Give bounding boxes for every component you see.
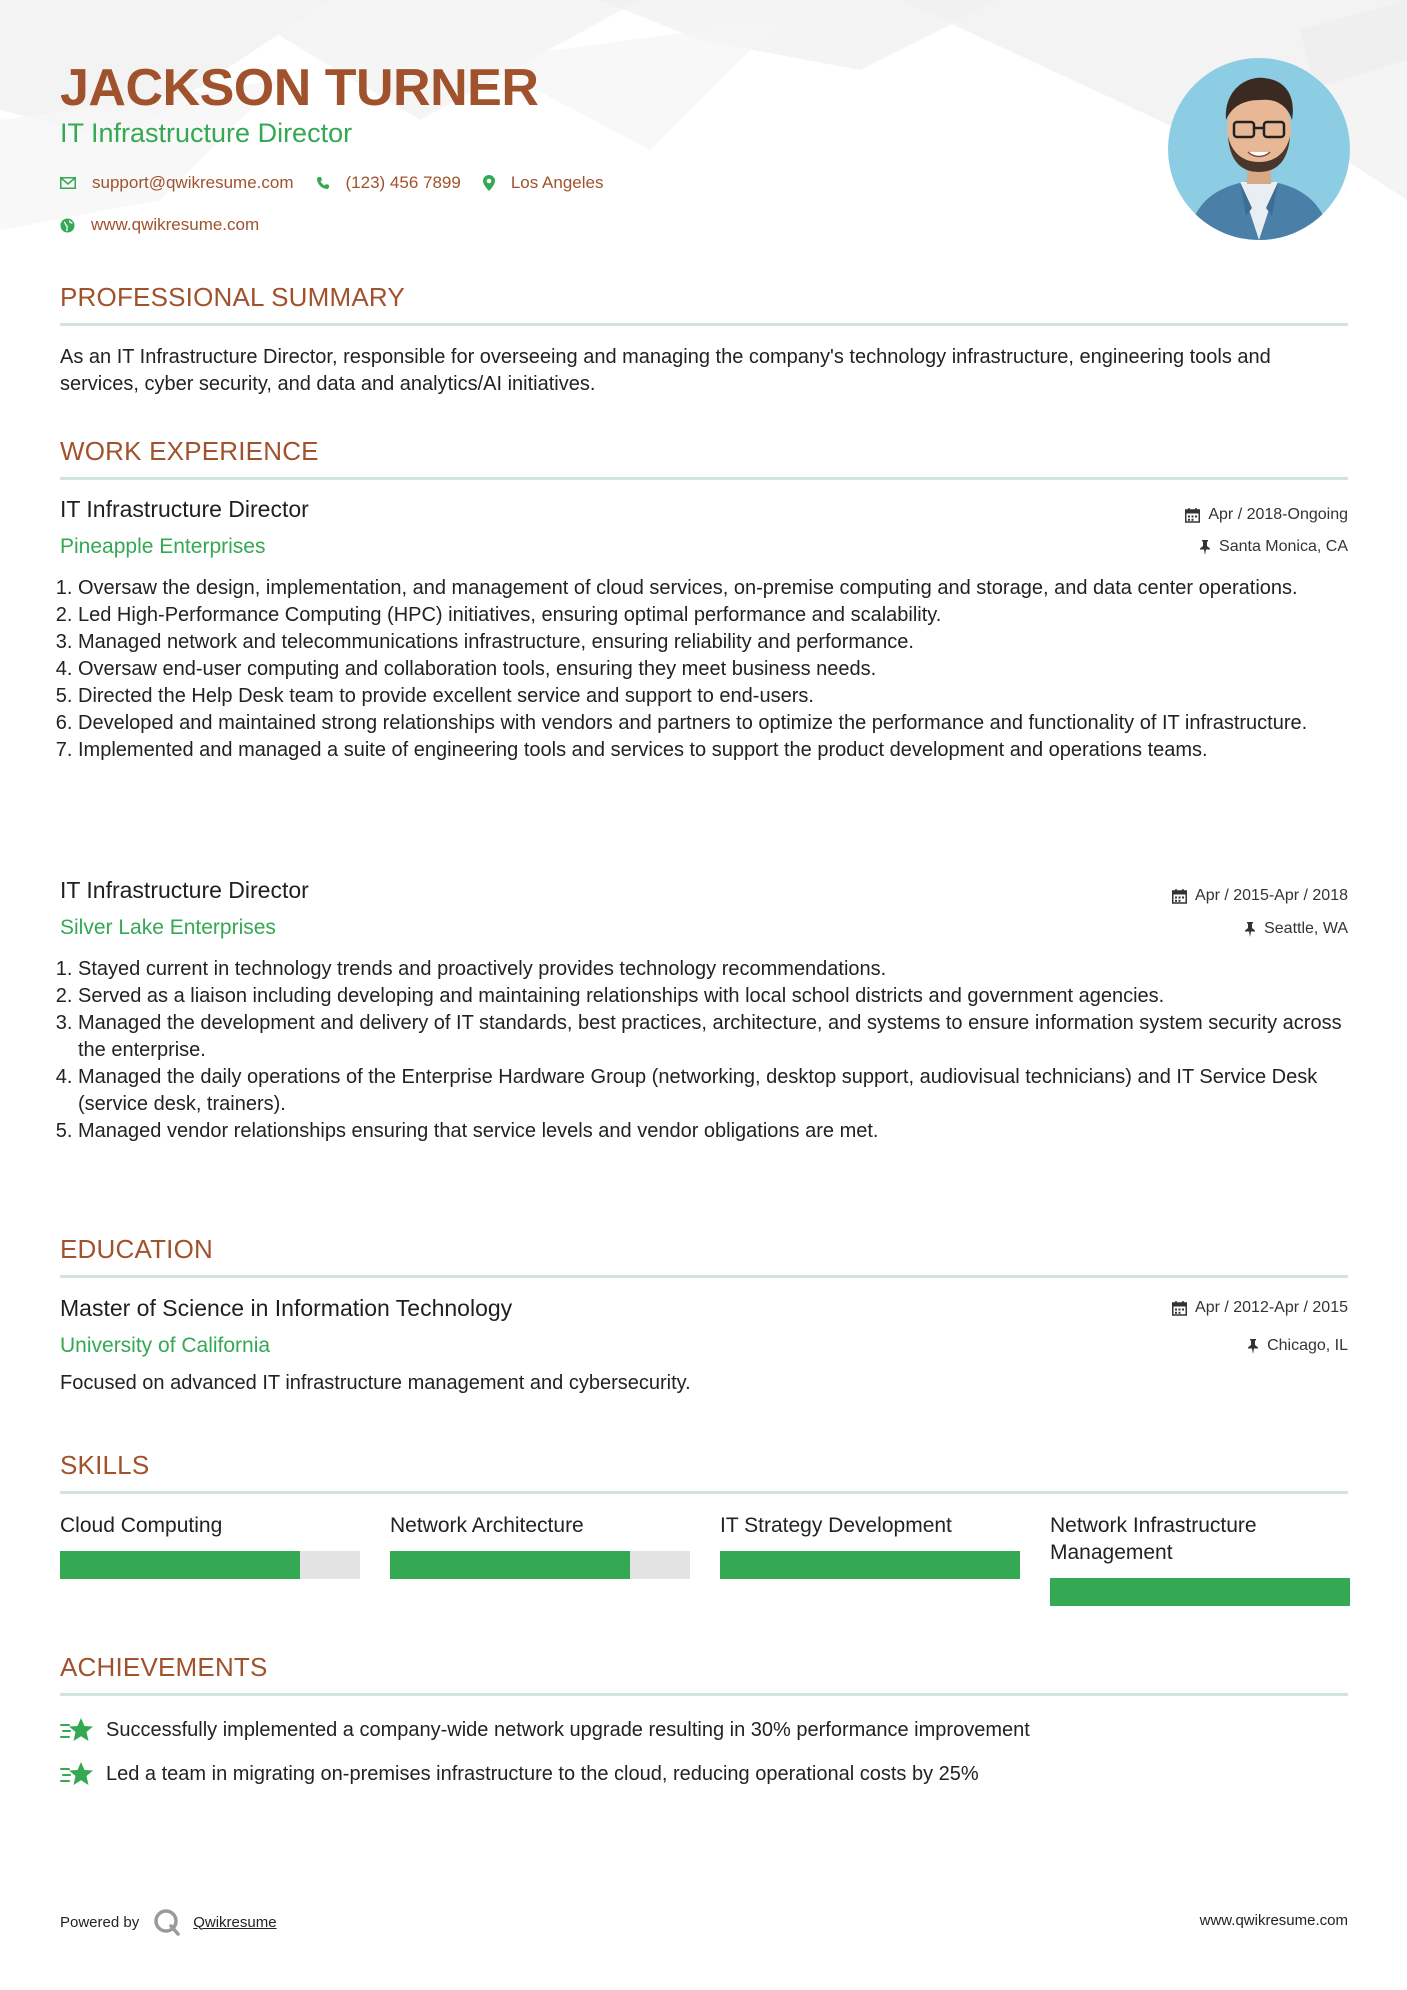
skill-bar-fill: [60, 1551, 300, 1579]
education-date: [1172, 1299, 1348, 1317]
pushpin-icon: [1244, 922, 1256, 937]
job-date: [1172, 887, 1348, 905]
email-text: support@qwikresume.com: [92, 173, 294, 192]
job-date: [1185, 506, 1348, 524]
candidate-role: IT Infrastructure Director: [60, 118, 353, 148]
work-section: [60, 436, 1348, 480]
skill-item: [60, 1512, 360, 1606]
list-item: [60, 1760, 1348, 1788]
list-item: 5. Directed the Help Desk team to provide excellent service and support to end-users.: [78, 683, 1348, 710]
job-entry: [60, 877, 1348, 1145]
calendar-icon: [1172, 1301, 1187, 1316]
footer-website[interactable]: www.qwikresume.com: [1199, 1912, 1348, 1929]
achievement-text: Led a team in migrating on-premises infrastructure to the cloud, reducing operational costs by 25%: [106, 1762, 979, 1785]
job-location: [1244, 920, 1348, 938]
job-entry: [60, 496, 1348, 764]
phone-text: (123) 456 7899: [345, 173, 461, 192]
job-title: IT Infrastructure Director: [60, 496, 309, 522]
candidate-name: JACKSON TURNER: [60, 59, 539, 117]
qwikresume-logo-icon: [153, 1908, 181, 1936]
skill-item: [720, 1512, 1020, 1606]
profile-photo: [1168, 58, 1350, 240]
star-badge-icon: [60, 1716, 94, 1744]
list-item: 3. Managed the development and delivery of IT standards, best practices, architecture, and systems to ensure information system security across the enterprise.: [78, 1010, 1348, 1064]
education-location: [1247, 1337, 1348, 1355]
contact-website[interactable]: [60, 215, 259, 235]
section-divider: [60, 323, 1348, 326]
list-item: 1. Stayed current in technology trends and proactively provides technology recommendations.: [78, 956, 1348, 983]
skill-name: Network Infrastructure Management: [1050, 1514, 1257, 1564]
degree-title: Master of Science in Information Technology: [60, 1295, 513, 1321]
skill-bar: [60, 1551, 360, 1579]
list-item: [60, 1716, 1348, 1744]
qwikresume-link[interactable]: Qwikresume: [193, 1913, 277, 1931]
powered-by: [60, 1908, 277, 1936]
job-date-text: Apr / 2018-Ongoing: [1208, 506, 1348, 523]
achievements-title: ACHIEVEMENTS: [60, 1652, 268, 1682]
summary-title: PROFESSIONAL SUMMARY: [60, 282, 405, 312]
list-item: 2. Led High-Performance Computing (HPC) initiatives, ensuring optimal performance and scalability.: [78, 602, 1348, 629]
section-divider: [60, 1491, 1348, 1494]
list-item: 4. Managed the daily operations of the Enterprise Hardware Group (networking, desktop support, audiovisual technicians) and IT Service Desk (service desk, trainers).: [78, 1064, 1348, 1118]
calendar-icon: [1172, 889, 1187, 904]
globe-icon: [60, 218, 75, 233]
education-location-text: Chicago, IL: [1267, 1337, 1348, 1354]
list-item: 2. Served as a liaison including developing and maintaining relationships with local school districts and government agencies.: [78, 983, 1348, 1010]
skill-name: IT Strategy Development: [720, 1514, 952, 1537]
job-duties-list: [60, 956, 1348, 1145]
footer: [60, 1900, 1348, 1940]
job-date-text: Apr / 2015-Apr / 2018: [1195, 887, 1348, 904]
contact-email[interactable]: [60, 173, 294, 193]
achievements-list: [60, 1716, 1348, 1788]
achievement-text: Successfully implemented a company-wide network upgrade resulting in 30% performance improvement: [106, 1718, 1030, 1741]
work-title: WORK EXPERIENCE: [60, 436, 319, 466]
skill-name: Network Architecture: [390, 1514, 584, 1537]
pushpin-icon: [1199, 540, 1211, 555]
website-text: www.qwikresume.com: [91, 215, 260, 234]
job-title: IT Infrastructure Director: [60, 877, 309, 903]
summary-section: [60, 282, 1348, 398]
education-entry: [60, 1295, 1348, 1397]
job-location: [1199, 538, 1348, 556]
job-location-text: Seattle, WA: [1264, 920, 1348, 937]
list-item: 5. Managed vendor relationships ensuring that service levels and vendor obligations are met.: [78, 1118, 1348, 1145]
skill-bar-fill: [1050, 1578, 1350, 1606]
phone-icon: [316, 176, 330, 190]
achievements-section: [60, 1652, 1348, 1788]
job-company: Silver Lake Enterprises: [60, 916, 276, 939]
pushpin-icon: [1247, 1339, 1259, 1354]
list-item: 6. Developed and maintained strong relationships with vendors and partners to optimize the performance and functionality of IT infrastructure.: [78, 710, 1348, 737]
list-item: 7. Implemented and managed a suite of engineering tools and services to support the product development and operations teams.: [78, 737, 1348, 764]
job-company: Pineapple Enterprises: [60, 535, 266, 558]
summary-text: As an IT Infrastructure Director, responsible for overseeing and managing the company's technology infrastructure, engineering tools and services, cyber security, and data and analytics/AI initiatives.: [60, 346, 1271, 395]
list-item: 1. Oversaw the design, implementation, and management of cloud services, on-premise computing and storage, and data center operations.: [78, 575, 1348, 602]
skill-bar-fill: [390, 1551, 630, 1579]
education-date-text: Apr / 2012-Apr / 2015: [1195, 1299, 1348, 1316]
section-divider: [60, 1275, 1348, 1278]
envelope-icon: [60, 177, 76, 189]
skill-item: [390, 1512, 690, 1606]
skill-item: [1050, 1512, 1350, 1606]
education-title: EDUCATION: [60, 1234, 213, 1264]
education-description: Focused on advanced IT infrastructure management and cybersecurity.: [60, 1372, 691, 1394]
skill-bar: [1050, 1578, 1350, 1606]
skills-section: [60, 1450, 1348, 1606]
education-section: [60, 1234, 1348, 1278]
list-item: 4. Oversaw end-user computing and collaboration tools, ensuring they meet business needs.: [78, 656, 1348, 683]
skill-bar: [720, 1551, 1020, 1579]
job-location-text: Santa Monica, CA: [1219, 538, 1348, 555]
star-badge-icon: [60, 1760, 94, 1788]
job-duties-list: [60, 575, 1348, 764]
school-name: University of California: [60, 1334, 271, 1357]
section-divider: [60, 477, 1348, 480]
skill-name: Cloud Computing: [60, 1514, 223, 1537]
contact-location: [483, 173, 604, 193]
skill-bar-fill: [720, 1551, 1020, 1579]
section-divider: [60, 1693, 1348, 1696]
skill-bar: [390, 1551, 690, 1579]
contact-phone[interactable]: [316, 173, 461, 193]
calendar-icon: [1185, 508, 1200, 523]
skills-title: SKILLS: [60, 1450, 150, 1480]
map-pin-icon: [483, 175, 495, 191]
contact-row-secondary: [60, 215, 281, 235]
list-item: 3. Managed network and telecommunications infrastructure, ensuring reliability and performance.: [78, 629, 1348, 656]
skills-grid: [60, 1512, 1348, 1606]
powered-by-label: Powered by: [60, 1913, 140, 1931]
location-text: Los Angeles: [510, 173, 604, 192]
contact-row-primary: [60, 173, 625, 193]
